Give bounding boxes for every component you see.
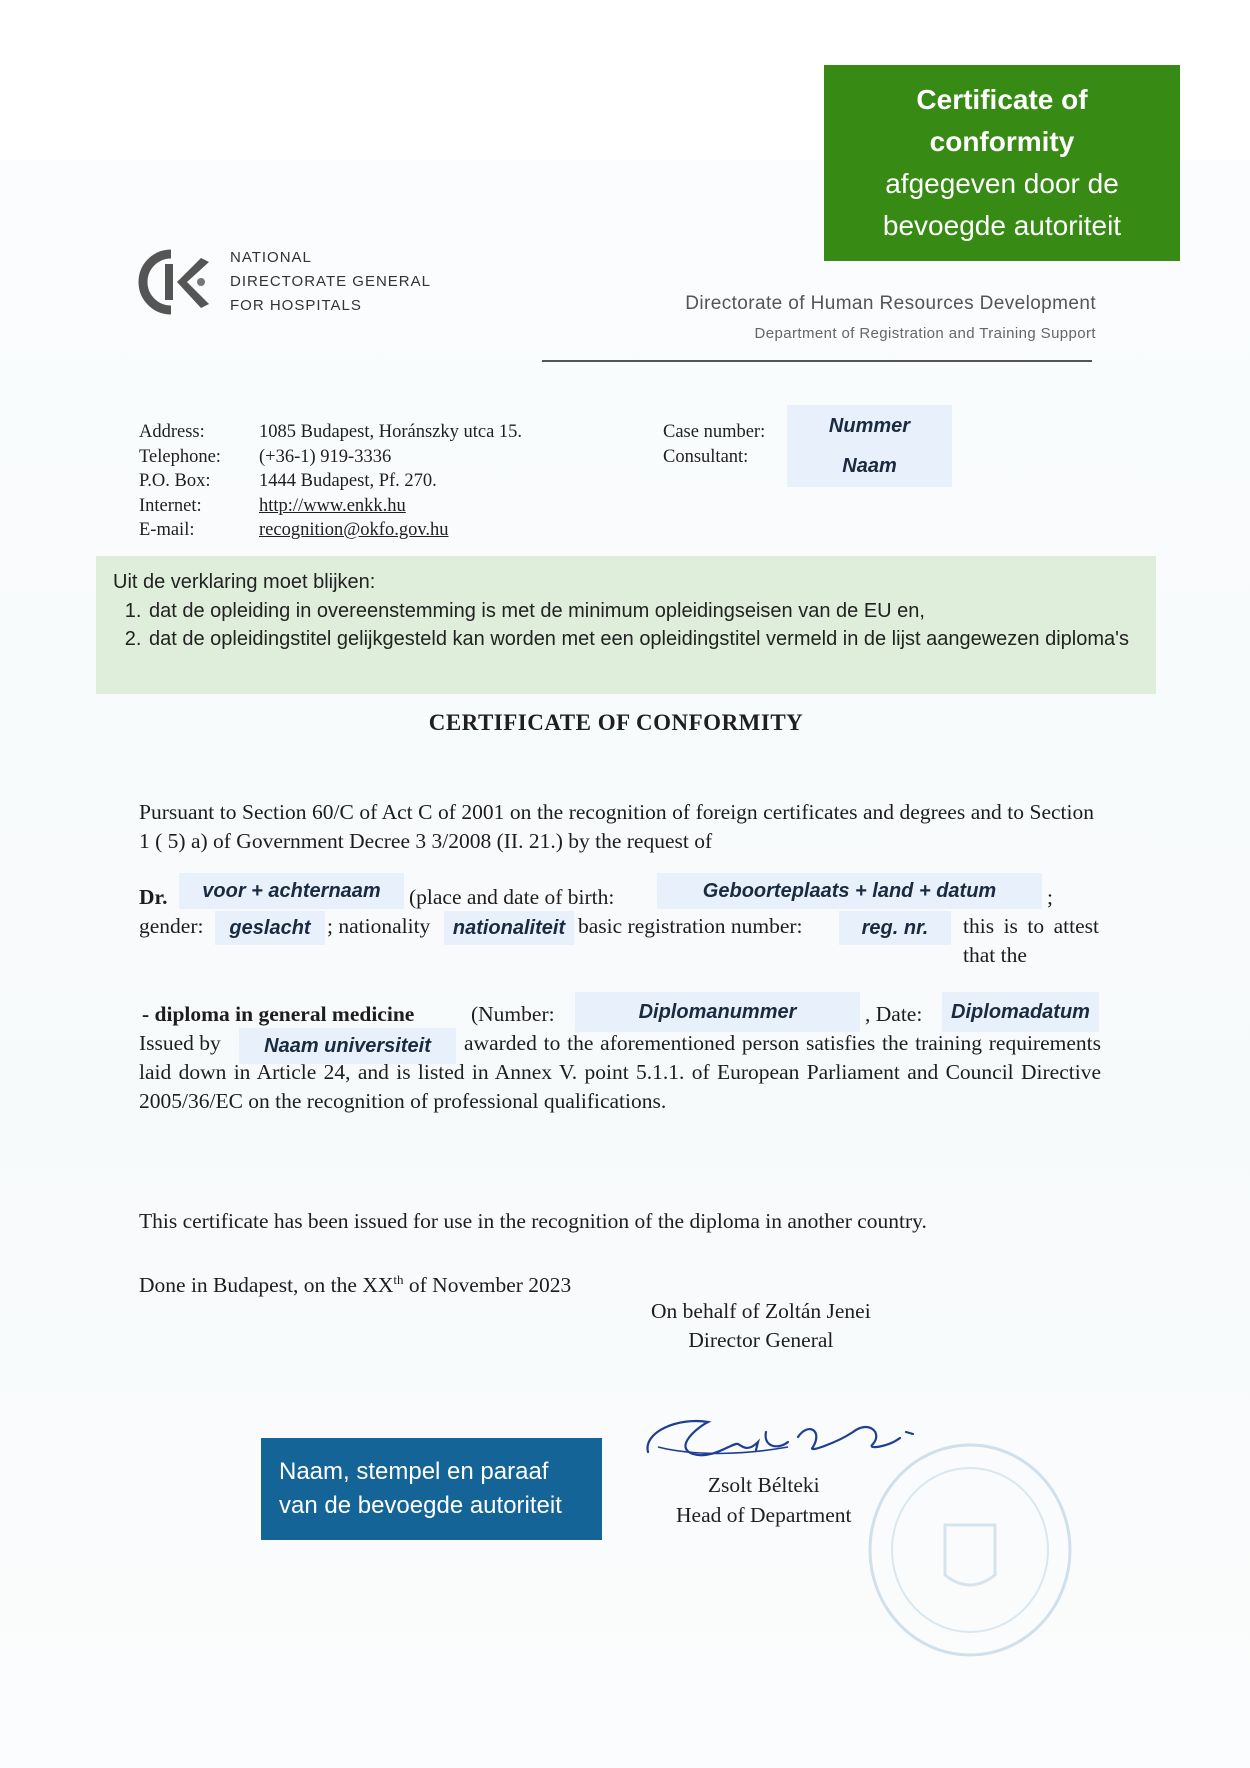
legal-basis-paragraph: Pursuant to Section 60/C of Act C of 2001 on the recognition of foreign certificates and degrees and to Section 1 ( 5) a) of Government Decree 3 3/2008 (II. 21.) by the request of: [139, 800, 1094, 853]
header-divider: [542, 360, 1092, 362]
diploma-type: - diploma in general medicine: [142, 1002, 415, 1026]
nationality-field[interactable]: nationaliteit: [444, 911, 574, 945]
registration-field[interactable]: reg. nr.: [839, 911, 951, 945]
org-line-1: NATIONAL: [230, 249, 312, 266]
diploma-date-label: , Date:: [865, 1002, 923, 1026]
instructions-intro: Uit de verklaring moet blijken:: [113, 571, 376, 593]
case-labels: [663, 420, 765, 469]
birth-field[interactable]: Geboorteplaats + land + datum: [657, 873, 1042, 909]
consultant-label: Consultant:: [663, 446, 749, 467]
person-paragraph: [139, 879, 1099, 971]
instruction-item: 2. dat de opleidingstitel gelijkgesteld kan worden met een opleidingstitel vermeld in de lijst aangewezen diploma's: [147, 625, 1156, 654]
internet-link[interactable]: http://www.enkk.hu: [259, 495, 406, 516]
badge-line-3: afgegeven door de: [885, 168, 1119, 199]
done-date: of November 2023: [403, 1273, 572, 1298]
diploma-date-field[interactable]: Diplomadatum: [942, 992, 1099, 1032]
signatory-role: Head of Department: [676, 1503, 852, 1527]
consultant-field[interactable]: Naam: [842, 455, 897, 477]
certificate-badge: [824, 65, 1180, 261]
diploma-conformity-text: awarded to the aforementioned person satisfies the training requirements laid down in Article 24, and is listed in Annex V. point 5.1.1. of European Parliament and Council Directive 2005/36/EC on the recognition of professional qualifications.: [139, 1031, 1101, 1113]
university-field[interactable]: Naam universiteit: [239, 1028, 456, 1064]
issued-by-label: Issued by: [139, 1031, 221, 1055]
address-value: 1085 Budapest, Horánszky utca 15.: [259, 422, 523, 442]
done-text: Done in Budapest, on the XX: [139, 1273, 394, 1298]
pobox-value: 1444 Budapest, Pf. 270.: [259, 471, 437, 491]
certificate-use-text: This certificate has been issued for use in the recognition of the diploma in another country.: [139, 1209, 927, 1233]
signature-icon: [638, 1402, 928, 1472]
on-behalf-line: On behalf of Zoltán Jenei: [651, 1299, 871, 1323]
done-superscript: th: [393, 1272, 404, 1287]
instructions-list: [113, 597, 1156, 654]
badge-line-2: conformity: [929, 126, 1075, 157]
internet-label: Internet:: [139, 495, 202, 516]
enkk-logo-icon: [137, 248, 215, 316]
authority-stamp-badge: [261, 1438, 602, 1540]
badge-line-1: Certificate of: [916, 84, 1088, 115]
instruction-item: 1. dat de opleiding in overeenstemming is met de minimum opleidingseisen van de EU en,: [147, 597, 1156, 626]
director-title: Director General: [688, 1328, 834, 1352]
gender-label: gender:: [139, 914, 204, 938]
blue-badge-line-2: van de bevoegde autoriteit: [279, 1492, 562, 1519]
name-field[interactable]: voor + achternaam: [179, 873, 404, 909]
case-number-field[interactable]: Nummer: [828, 415, 911, 437]
email-label: E-mail:: [139, 520, 195, 540]
diploma-paragraph: [139, 1000, 1104, 1150]
on-behalf-block: [651, 1297, 871, 1355]
organisation-name: [230, 246, 431, 318]
signatory-name: Zsolt Bélteki: [707, 1473, 820, 1497]
case-fill-box[interactable]: [787, 405, 952, 487]
diploma-number-field[interactable]: Diplomanummer: [575, 992, 860, 1032]
signatory-block: [676, 1470, 852, 1530]
badge-line-4: bevoegde autoriteit: [882, 210, 1122, 241]
done-in-line: [139, 1265, 571, 1300]
telephone-label: Telephone:: [139, 446, 221, 467]
document-title: CERTIFICATE OF CONFORMITY: [428, 710, 804, 735]
telephone-value: (+36-1) 919-3336: [259, 446, 392, 467]
attest-text: this is to attest that the: [963, 914, 1099, 967]
department-title: Department of Registration and Training Support: [754, 325, 1096, 342]
address-label: Address:: [139, 422, 205, 442]
diploma-number-label: (Number:: [471, 1002, 555, 1026]
nationality-label: ; nationality: [327, 914, 431, 938]
semicolon: ;: [1047, 885, 1053, 909]
org-line-3: FOR HOSPITALS: [230, 297, 362, 314]
directorate-title: Directorate of Human Resources Development: [685, 293, 1096, 314]
case-number-label: Case number:: [663, 422, 766, 442]
contact-block: [139, 420, 522, 543]
birth-label: (place and date of birth:: [409, 885, 615, 909]
email-link[interactable]: recognition@okfo.gov.hu: [259, 520, 449, 540]
blue-badge-line-1: Naam, stempel en paraaf: [279, 1458, 549, 1485]
gender-field[interactable]: geslacht: [215, 911, 325, 945]
dr-prefix: Dr.: [139, 885, 168, 909]
instructions-panel: [96, 556, 1156, 694]
registration-label: basic registration number:: [578, 914, 803, 938]
org-line-2: DIRECTORATE GENERAL: [230, 273, 431, 290]
pobox-label: P.O. Box:: [139, 471, 211, 491]
